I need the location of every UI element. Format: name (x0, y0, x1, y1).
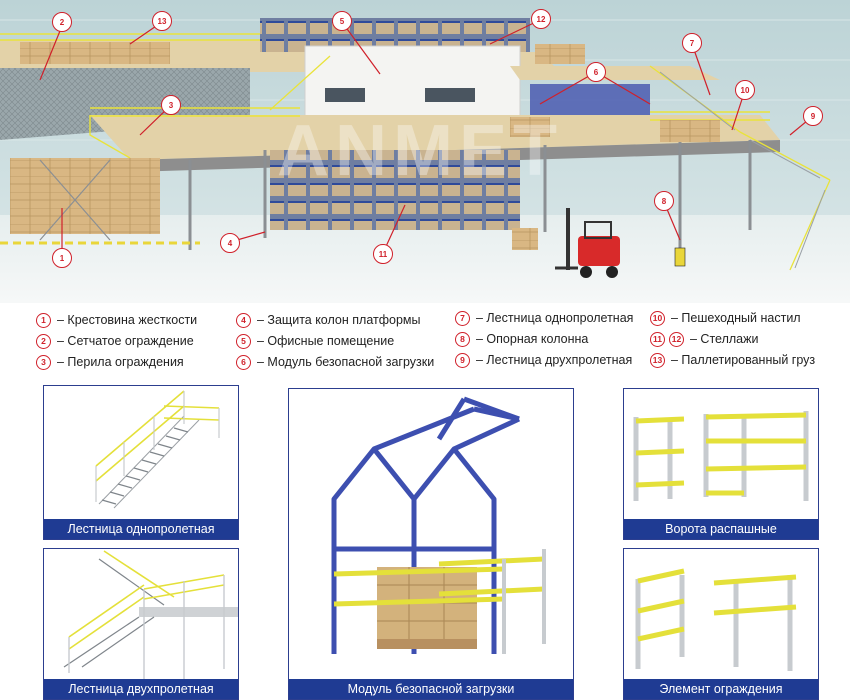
caption-gate: Ворота распашные (624, 519, 818, 539)
marker-11: 11 (373, 244, 393, 264)
card-fence (623, 548, 819, 700)
caption-stair-double: Лестница двухпролетная (44, 679, 238, 699)
mezzanine-scene-illustration (0, 0, 850, 303)
caption-safe-module: Модуль безопасной загрузки (289, 679, 573, 699)
legend-item-1: 1 – Крестовина жесткости (36, 311, 197, 329)
card-stair-double (43, 548, 239, 700)
legend-item-8: 8 – Опорная колонна (455, 330, 588, 348)
legend-item-6: 6 – Модуль безопасной загрузки (236, 353, 434, 371)
legend-item-9: 9 – Лестница друхпролетная (455, 351, 632, 369)
marker-9: 9 (803, 106, 823, 126)
marker-3: 3 (161, 95, 181, 115)
caption-fence: Элемент ограждения (624, 679, 818, 699)
marker-10: 10 (735, 80, 755, 100)
legend-item-7: 7 – Лестница однопролетная (455, 309, 633, 327)
marker-12: 12 (531, 9, 551, 29)
legend-item-5: 5 – Офисные помещение (236, 332, 394, 350)
gate-illustration (624, 389, 819, 521)
caption-stair-single: Лестница однопролетная (44, 519, 238, 539)
stair-single-illustration (44, 386, 239, 521)
legend-item-10: 10 – Пешеходный настил (650, 309, 801, 327)
stair-double-illustration (44, 549, 239, 681)
marker-13: 13 (152, 11, 172, 31)
legend-item-4: 4 – Защита колон платформы (236, 311, 420, 329)
legend-item-11-12: 11 12 – Стеллажи (650, 330, 758, 348)
marker-6: 6 (586, 62, 606, 82)
legend-item-13: 13 – Паллетированный груз (650, 351, 815, 369)
marker-2: 2 (52, 12, 72, 32)
watermark-text: ANMET (277, 111, 563, 191)
legend-item-3: 3 – Перила ограждения (36, 353, 184, 371)
marker-7: 7 (682, 33, 702, 53)
marker-8: 8 (654, 191, 674, 211)
fence-illustration (624, 549, 819, 681)
legend-item-2: 2 – Сетчатое ограждение (36, 332, 194, 350)
marker-5: 5 (332, 11, 352, 31)
marker-1: 1 (52, 248, 72, 268)
marker-4: 4 (220, 233, 240, 253)
card-stair-single (43, 385, 239, 540)
card-safe-module (288, 388, 574, 700)
safe-module-illustration (289, 389, 574, 681)
card-gate (623, 388, 819, 540)
legend (0, 303, 850, 383)
